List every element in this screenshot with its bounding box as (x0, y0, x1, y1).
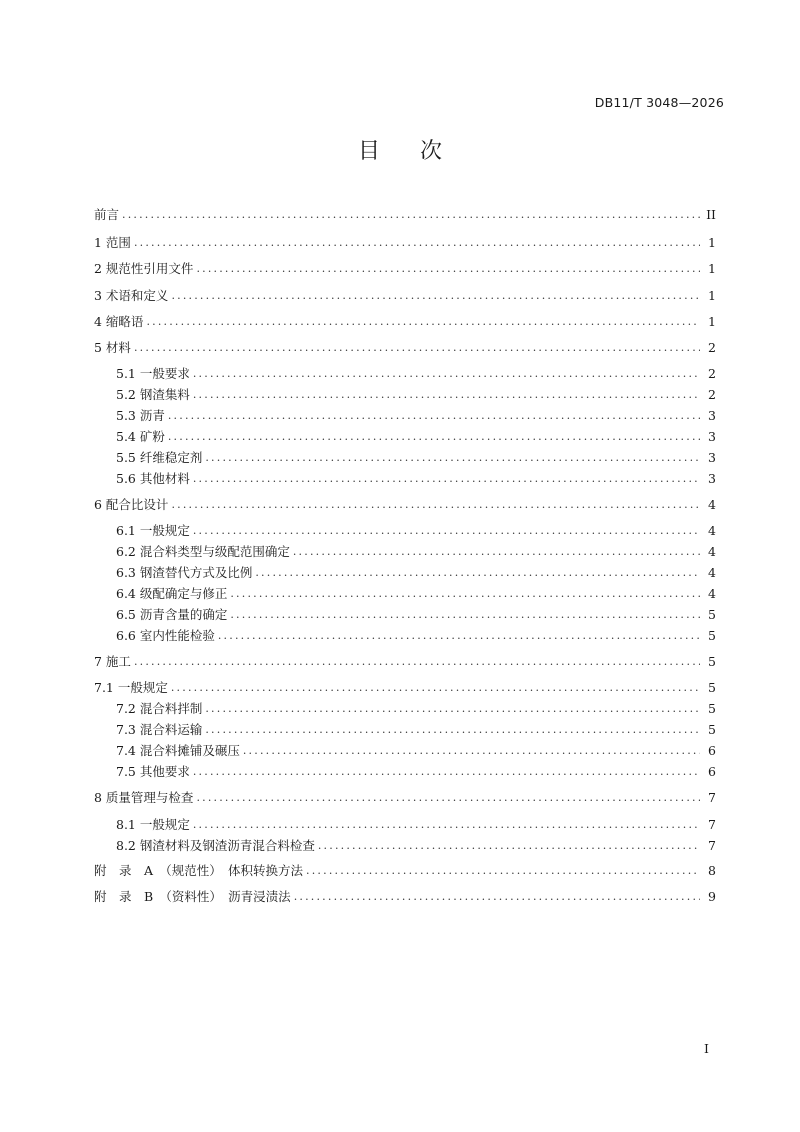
toc-page: 5 (708, 721, 716, 737)
toc-page: 1 (708, 287, 716, 303)
toc-page: 9 (708, 888, 716, 904)
toc-leader (193, 388, 700, 401)
toc-label: 8.1 一般规定 (116, 817, 190, 832)
toc-label: 8.2 钢渣材料及钢渣沥青混合料检查 (116, 838, 315, 853)
toc-label: 5.5 纤维稳定剂 (116, 450, 203, 465)
toc-entry[interactable] (94, 312, 716, 330)
toc-entry[interactable] (116, 815, 716, 833)
toc-leader (193, 765, 700, 778)
toc-label: 6.3 钢渣替代方式及比例 (116, 565, 253, 580)
toc-label: 7.2 混合料拌制 (116, 701, 203, 716)
toc-label: 5.1 一般要求 (116, 366, 190, 381)
toc-page: 7 (708, 837, 716, 853)
toc-entry[interactable] (116, 469, 716, 487)
toc-entry[interactable] (116, 385, 716, 403)
toc-entry[interactable] (94, 286, 716, 304)
toc-leader (218, 629, 700, 642)
toc-leader (168, 430, 700, 443)
toc-page: 1 (708, 234, 716, 250)
toc-label: 6.1 一般规定 (116, 523, 190, 538)
toc-label: 6.6 室内性能检验 (116, 628, 215, 643)
toc-page: 3 (708, 407, 716, 423)
page-title (0, 134, 800, 165)
toc-entry[interactable] (94, 338, 716, 356)
toc-page: 4 (708, 585, 716, 601)
toc-page: 7 (708, 789, 716, 805)
toc-page: 3 (708, 449, 716, 465)
toc-label: 附 录 A （规范性） 体积转换方法 (94, 863, 304, 878)
toc-label: 5.2 钢渣集料 (116, 387, 190, 402)
toc-entry[interactable] (116, 427, 716, 445)
toc-leader (293, 545, 700, 558)
toc-entry[interactable] (94, 205, 716, 223)
footer-page-number: I (704, 1041, 709, 1056)
toc-label: 附 录 B （资料性） 沥青浸渍法 (94, 889, 291, 904)
toc-page: 6 (708, 763, 716, 779)
toc-label: 7.5 其他要求 (116, 764, 190, 779)
toc-page: 3 (708, 428, 716, 444)
toc-leader (230, 587, 700, 600)
toc-entry[interactable] (116, 720, 716, 738)
toc-page: 1 (708, 313, 716, 329)
toc-entry[interactable] (94, 259, 716, 277)
toc-leader (196, 262, 700, 275)
document-code: DB11/T 3048—2026 (594, 95, 724, 110)
toc-entry[interactable] (116, 741, 716, 759)
toc-entry[interactable] (116, 563, 716, 581)
title-char-2: 次 (420, 139, 443, 164)
toc-page: 8 (708, 862, 716, 878)
toc-label: 5 材料 (94, 340, 131, 355)
toc-page: 3 (708, 470, 716, 486)
toc-page: 2 (708, 386, 716, 402)
toc-label: 7.1 一般规定 (94, 680, 168, 695)
toc-label: 6.2 混合料类型与级配范围确定 (116, 544, 290, 559)
toc-page: 4 (708, 543, 716, 559)
toc-entry[interactable] (116, 448, 716, 466)
toc-label: 4 缩略语 (94, 314, 144, 329)
toc-page: 2 (708, 365, 716, 381)
toc-page: 5 (708, 606, 716, 622)
toc-entry[interactable] (116, 762, 716, 780)
toc-leader (193, 367, 700, 380)
toc-leader (146, 315, 700, 328)
toc-leader (134, 236, 700, 249)
toc-page: 5 (708, 679, 716, 695)
toc-entry[interactable] (94, 652, 716, 670)
toc-label: 3 术语和定义 (94, 288, 169, 303)
toc-leader (134, 341, 700, 354)
toc-entry[interactable] (116, 626, 716, 644)
toc-leader (168, 409, 700, 422)
toc-label: 5.6 其他材料 (116, 471, 190, 486)
toc-page: 4 (708, 522, 716, 538)
toc-page: 4 (708, 496, 716, 512)
toc-leader (193, 472, 700, 485)
toc-label: 7.4 混合料摊铺及碾压 (116, 743, 240, 758)
toc-label: 前言 (94, 207, 120, 222)
toc-label: 7 施工 (94, 654, 131, 669)
toc-page: 6 (708, 742, 716, 758)
toc-leader (205, 723, 700, 736)
toc-page: 5 (708, 700, 716, 716)
toc-leader (171, 498, 700, 511)
toc-leader (196, 791, 700, 804)
toc-label: 2 规范性引用文件 (94, 261, 194, 276)
toc-page: 7 (708, 816, 716, 832)
toc-entry[interactable] (94, 788, 716, 806)
toc-leader (306, 864, 700, 877)
toc-entry[interactable] (94, 233, 716, 251)
toc-label: 6.4 级配确定与修正 (116, 586, 228, 601)
toc-entry[interactable] (116, 584, 716, 602)
toc-page: 5 (708, 627, 716, 643)
toc-leader (230, 608, 700, 621)
toc-entry[interactable] (94, 861, 716, 879)
toc-leader (193, 524, 700, 537)
toc-label: 6.5 沥青含量的确定 (116, 607, 228, 622)
toc-entry[interactable] (116, 406, 716, 424)
toc-leader (122, 208, 700, 221)
toc-entry[interactable] (116, 605, 716, 623)
toc-leader (255, 566, 700, 579)
toc-leader (171, 289, 700, 302)
toc-entry[interactable] (116, 699, 716, 717)
toc-leader (318, 839, 700, 852)
title-char-1: 目 (357, 139, 380, 164)
toc-page: 5 (708, 653, 716, 669)
toc-label: 7.3 混合料运输 (116, 722, 203, 737)
toc-label: 8 质量管理与检查 (94, 790, 194, 805)
toc-leader (193, 818, 700, 831)
toc-entry[interactable] (94, 678, 716, 696)
toc-page: 2 (708, 339, 716, 355)
toc-leader (294, 890, 700, 903)
toc-entry[interactable] (94, 887, 716, 905)
toc-leader (171, 681, 700, 694)
toc-page: 4 (708, 564, 716, 580)
toc-label: 1 范围 (94, 235, 131, 250)
toc-leader (243, 744, 700, 757)
toc-entry[interactable] (94, 495, 716, 513)
toc-entry[interactable] (116, 521, 716, 539)
toc-label: 5.3 沥青 (116, 408, 165, 423)
toc-label: 5.4 矿粉 (116, 429, 165, 444)
toc-leader (205, 451, 700, 464)
toc-entry[interactable] (116, 364, 716, 382)
toc-page: 1 (708, 260, 716, 276)
toc-leader (134, 655, 700, 668)
toc-label: 6 配合比设计 (94, 497, 169, 512)
toc-entry[interactable] (116, 836, 716, 854)
toc-entry[interactable] (116, 542, 716, 560)
toc-page: II (706, 206, 716, 222)
toc-leader (205, 702, 700, 715)
